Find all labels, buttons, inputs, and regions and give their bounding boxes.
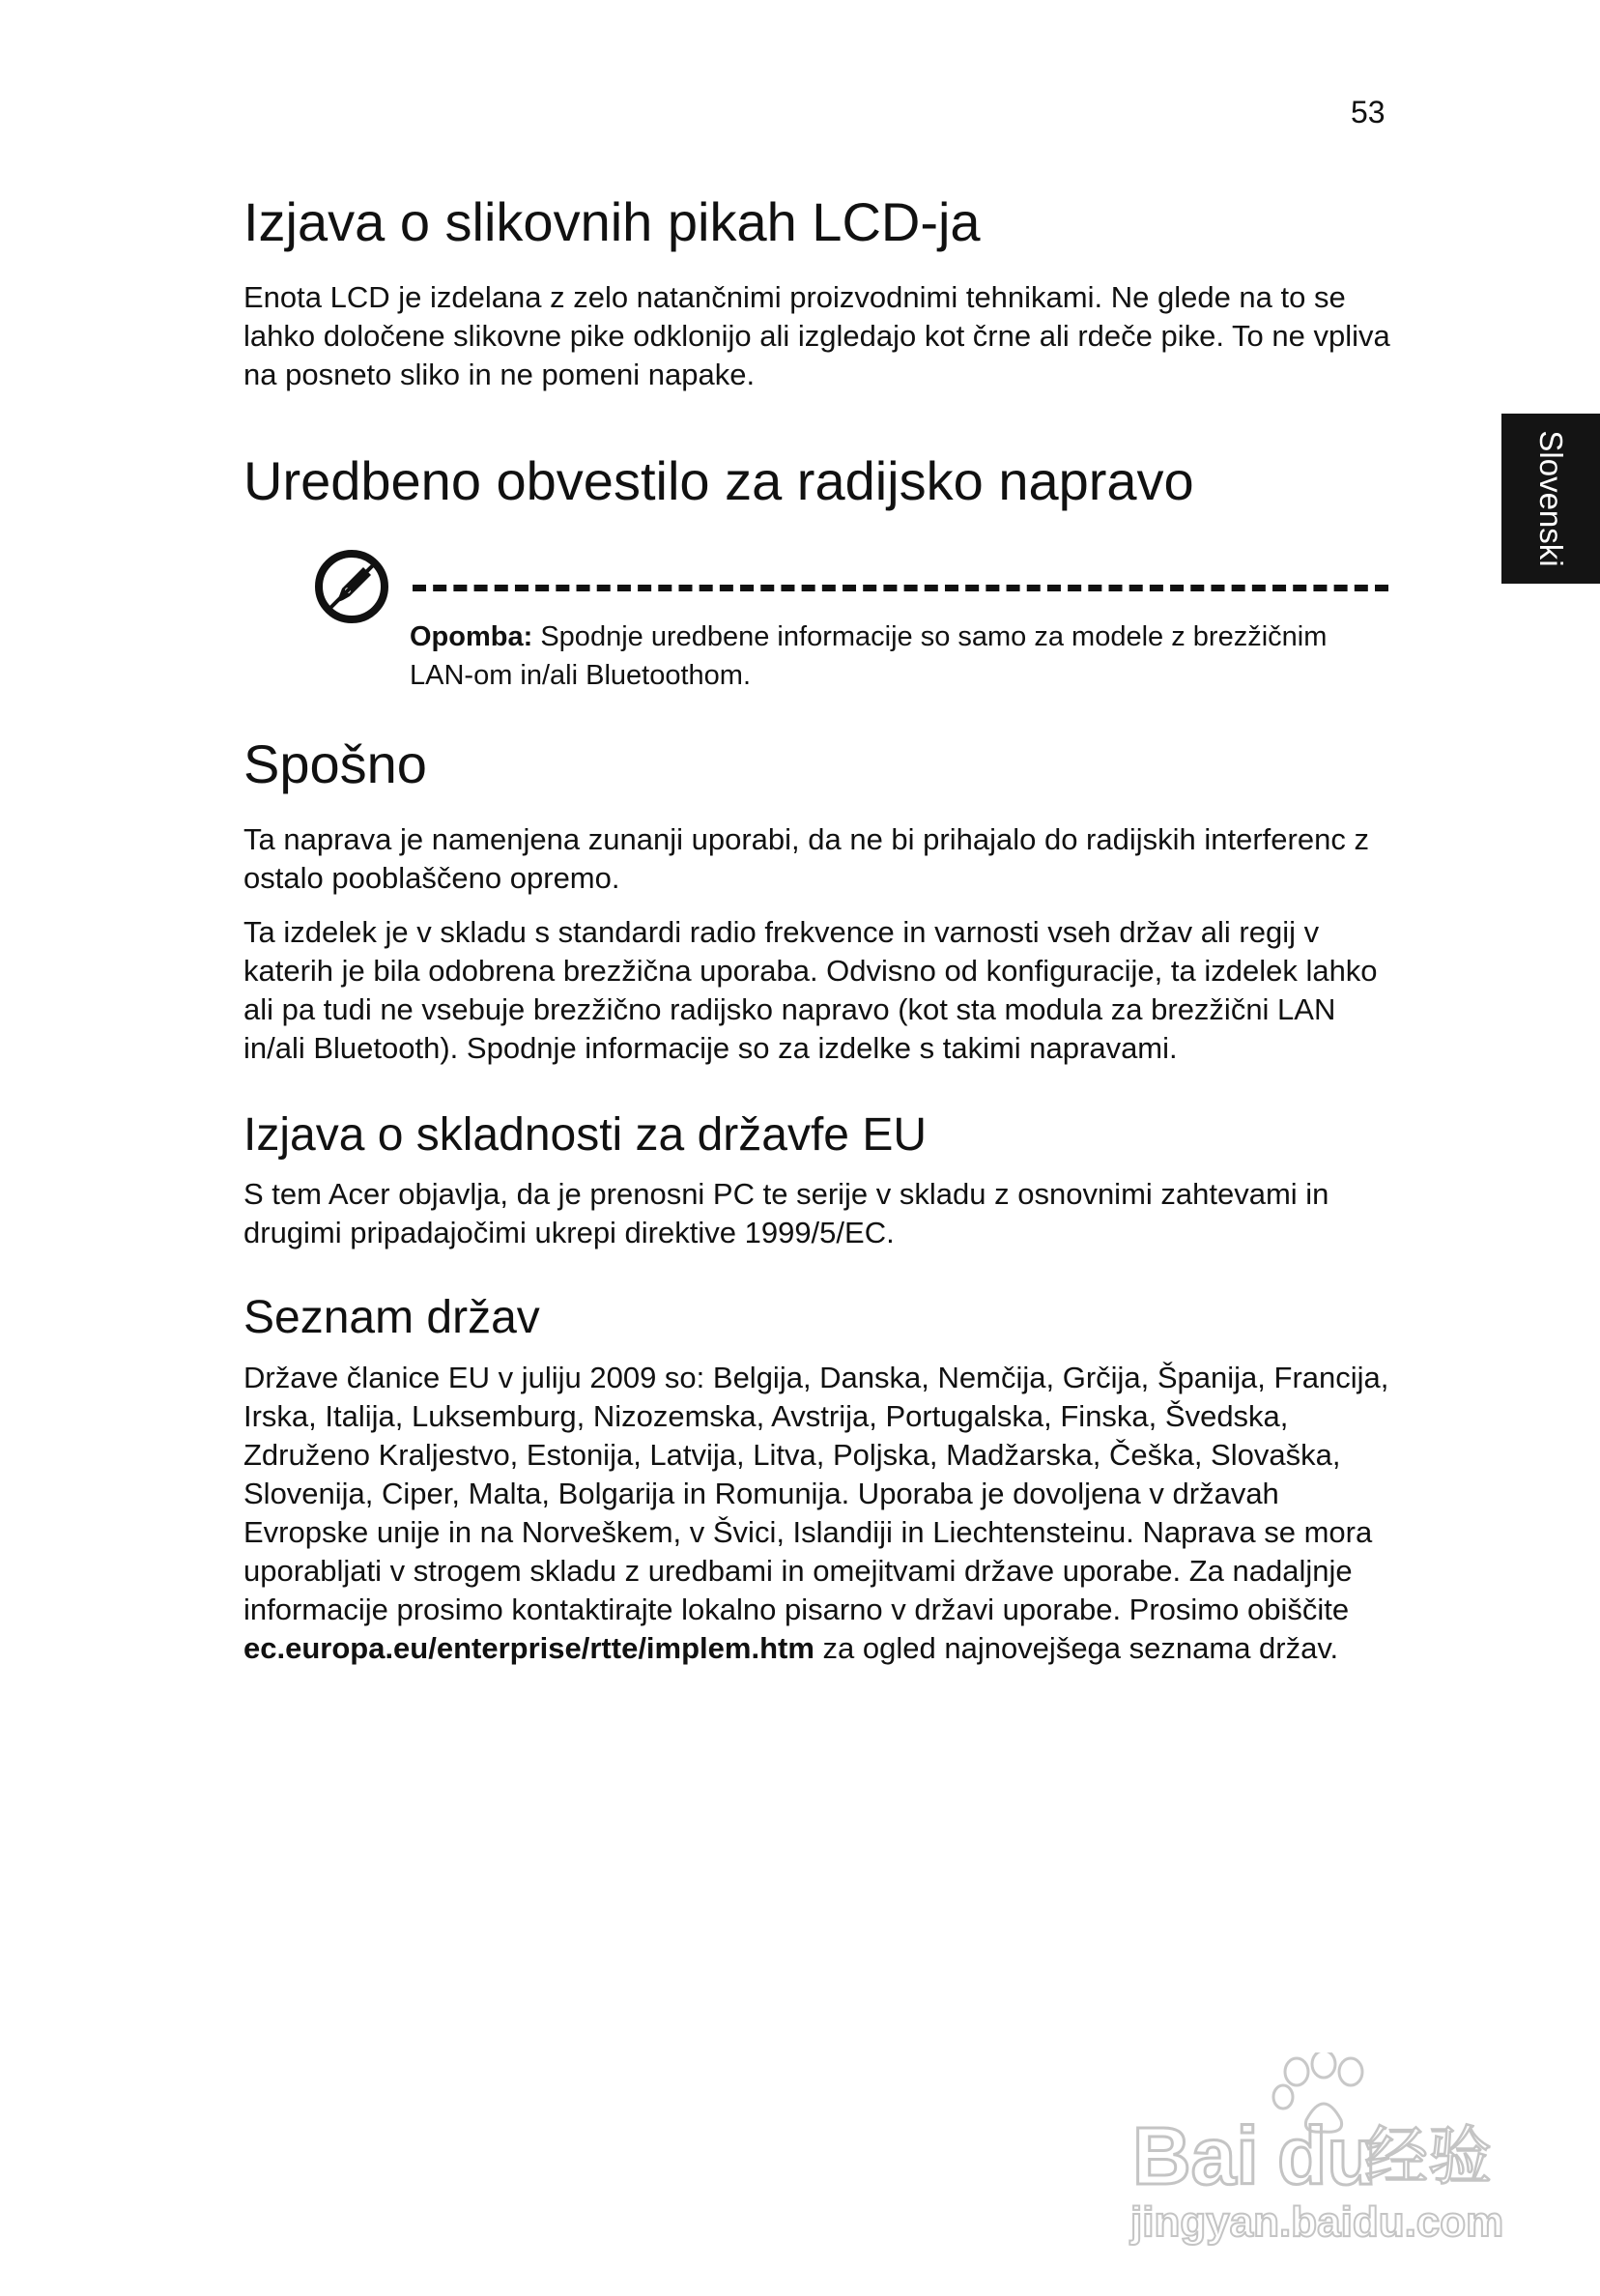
general-paragraph-1: Ta naprava je namenjena zunanji uporabi, da ne bi prihajalo do radijskih interferenc z ostalo pooblaščeno opremo. (243, 822, 1369, 896)
section-body-lcd: Enota LCD je izdelana z zelo natančnimi proizvodnimi tehnikami. Ne glede na to se lahko določene slikovne pike odklonijo ali izgledajo kot črne ali rdeče pike. To ne vpliva na posneto sliko in ne pomeni napake. (243, 280, 1390, 392)
section-title-lcd: Izjava o slikovnih pikah LCD-ja (243, 191, 981, 252)
note-dashed-divider (413, 585, 1388, 591)
note-text (410, 617, 1386, 695)
page-content (243, 191, 1393, 1683)
language-tab (1501, 414, 1600, 584)
page-number: 53 (1351, 95, 1386, 129)
note-pen-icon (313, 548, 390, 625)
watermark-logo-text: Bai (1132, 2110, 1259, 2201)
watermark-logo-cn: 经验 (1364, 2119, 1492, 2194)
watermark-logo-text-2: du (1277, 2110, 1377, 2201)
section-title-eu: Izjava o skladnosti za državfe EU (243, 1109, 927, 1162)
eu-countries-link[interactable]: ec.europa.eu/enterprise/rtte/implem.htm (243, 1630, 814, 1665)
section-general (243, 733, 1393, 1068)
section-lcd (243, 191, 1393, 394)
countries-text-end: za ogled najnovejšega seznama držav. (814, 1630, 1339, 1665)
section-countries (243, 1291, 1393, 1667)
section-title-general: Spošno (243, 732, 427, 794)
watermark-url: jingyan.baidu.com (1130, 2198, 1504, 2246)
section-radio (243, 450, 1393, 691)
section-body-eu: S tem Acer objavlja, da je prenosni PC te serije v skladu z osnovnimi zahtevami in drugimi pripadajočimi ukrepi direktive 1999/5/EC. (243, 1177, 1329, 1250)
baidu-watermark (1123, 2052, 1529, 2246)
section-title-radio: Uredbeno obvestilo za radijsko napravo (243, 450, 1194, 512)
note-box (243, 538, 1393, 691)
section-body-countries (243, 1359, 1393, 1668)
section-eu (243, 1108, 1393, 1252)
language-tab-label: Slovenski (1533, 430, 1569, 567)
general-paragraph-2: Ta izdelek je v skladu s standardi radio frekvence in varnosti vseh držav ali regij v katerih je bila odobrena brezžična uporaba. Odvisno od konfiguracije, ta izdelek lahko ali pa tudi ne vsebuje brezžično radijsko napravo (kot sta modula za brezžični LAN in/ali Bluetooth). Spodnje informacije so za izdelke s takimi napravami. (243, 915, 1378, 1066)
countries-text: Države članice EU v juliju 2009 so: Belgija, Danska, Nemčija, Grčija, Španija, Francija, Irska, Italija, Luksemburg, Nizozemska, Avstrija, Portugalska, Finska, Švedska, Združeno Kraljestvo, Estonija, Latvija, Litva, Poljska, Madžarska, Češka, Slovaška, Slovenija, Ciper, Malta, Bolgarija in Romunija. Uporaba je dovoljena v državah Evropske unije in na Norveškem, v Švici, Islandiji in Liechtensteinu. Naprava se mora uporabljati v strogem skladu z uredbami in omejitvami države uporabe. Za nadaljnje informacije prosimo kontaktirajte lokalno pisarno v državi uporabe. Prosimo obiščite (243, 1360, 1389, 1626)
section-title-countries: Seznam držav (243, 1292, 540, 1344)
note-body: Spodnje uredbene informacije so samo za modele z brezžičnim LAN-om in/ali Bluetoothom. (410, 620, 1328, 691)
note-label: Opomba: (410, 620, 533, 652)
